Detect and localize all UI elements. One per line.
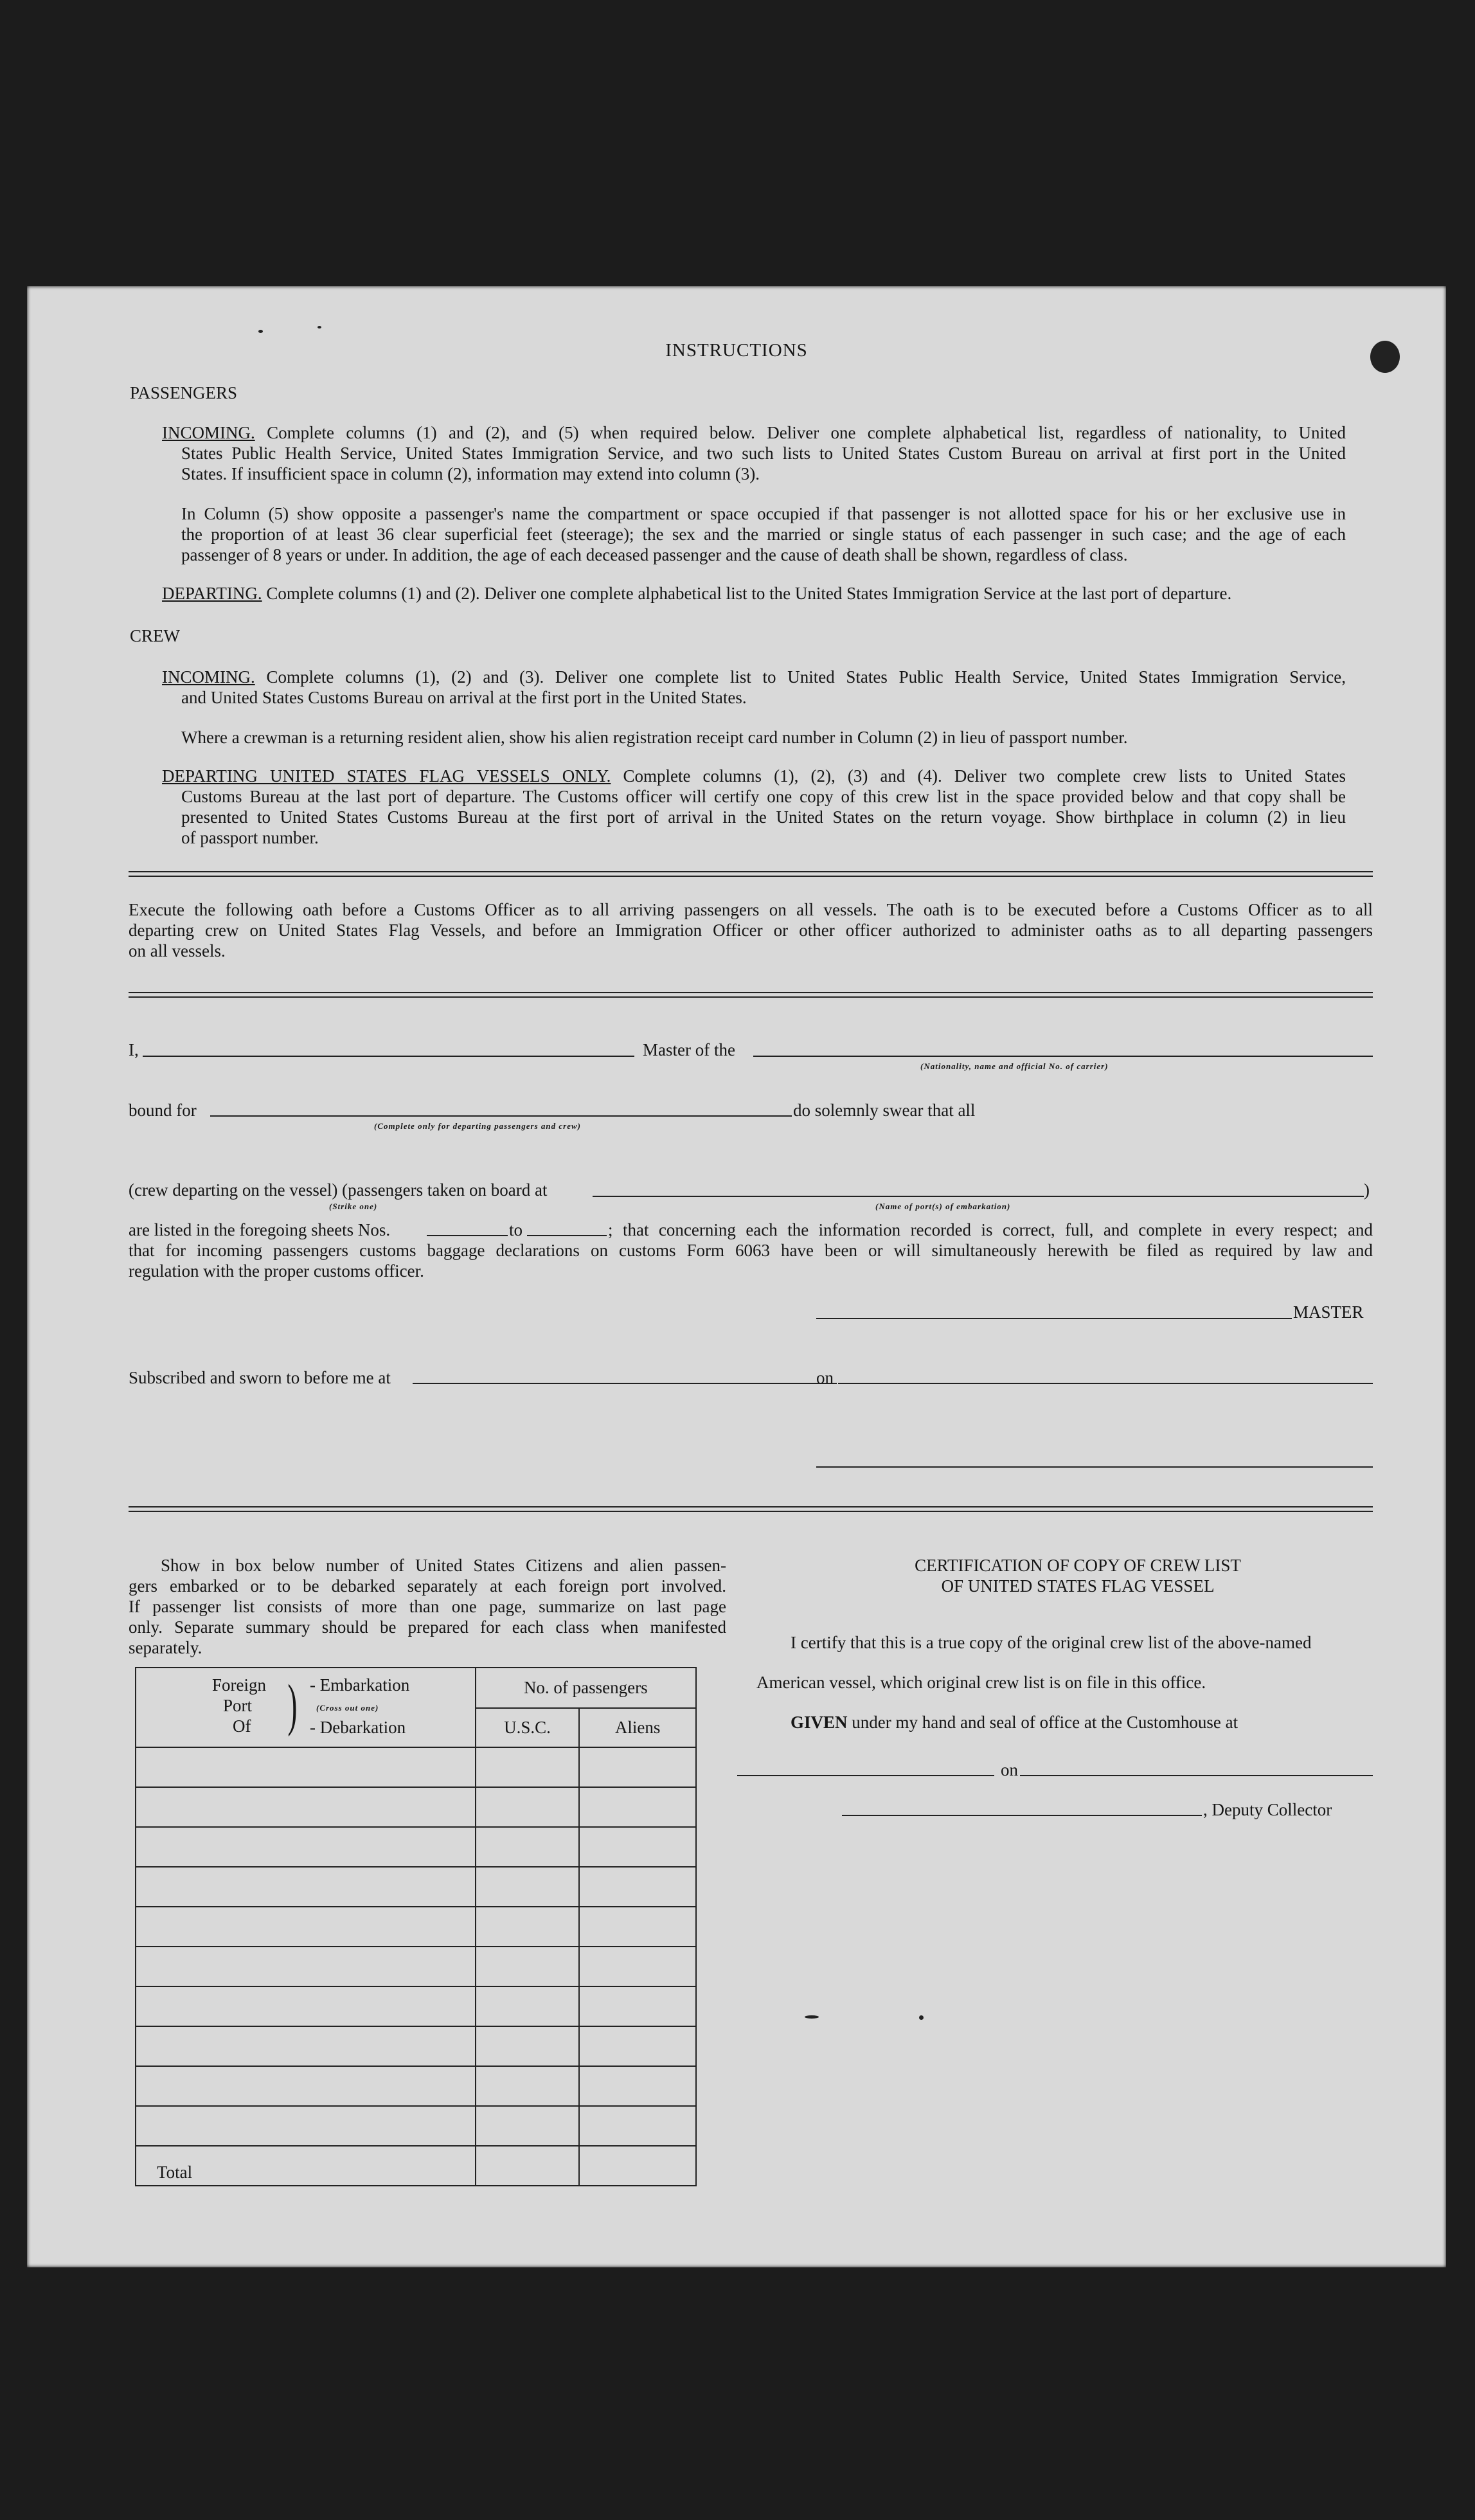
complete-only-note: (Complete only for departing passengers and crew): [374, 1121, 581, 1131]
ports-note: (Name of port(s) of embarkation): [875, 1202, 1011, 1211]
crew-departing-text: (crew departing on the vessel) (passengers taken on board at: [129, 1180, 548, 1200]
master-label: MASTER: [1293, 1302, 1364, 1322]
total-row: [136, 2146, 696, 2186]
table-row: [136, 1907, 696, 1947]
summary-line5: separately.: [129, 1638, 202, 1657]
port-cell[interactable]: [136, 2026, 476, 2066]
port-cell[interactable]: [136, 1867, 476, 1907]
oath-line3: on all vessels.: [129, 941, 226, 960]
usc-cell[interactable]: [476, 1907, 580, 1947]
aliens-total-cell[interactable]: [579, 2146, 696, 2186]
aliens-cell[interactable]: [579, 2106, 696, 2146]
table-row: [136, 2106, 696, 2146]
passengers-incoming-label: INCOMING.: [162, 423, 255, 442]
usc-cell[interactable]: [476, 1867, 580, 1907]
subscribed-place-field[interactable]: [413, 1383, 837, 1384]
aliens-cell[interactable]: [579, 1986, 696, 2026]
port-cell[interactable]: [136, 1787, 476, 1827]
crew-incoming-line1: [162, 667, 1346, 687]
customhouse-field[interactable]: [737, 1775, 994, 1776]
summary-line2: gers embarked or to be debarked separately at each foreign port involved.: [129, 1576, 726, 1596]
divider: [129, 992, 1373, 998]
oath-i-label: I,: [129, 1040, 139, 1059]
subscribed-date-field[interactable]: [838, 1383, 1373, 1384]
summary-line3: If passenger list consists of more than one page, summarize on last page: [129, 1597, 726, 1616]
table-row: [136, 1827, 696, 1867]
port-cell[interactable]: [136, 1947, 476, 1986]
crew-heading: CREW: [130, 626, 180, 645]
certification-line1: I certify that this is a true copy of the original crew list of the above-named: [791, 1633, 1312, 1652]
passengers-incoming-line2: States Public Health Service, United States Immigration Service, and two such lists to United States Custom Bureau on arrival at first port in the United: [181, 444, 1346, 463]
cross-out-note: (Cross out one): [316, 1703, 379, 1713]
certification-on-label: on: [1001, 1760, 1018, 1779]
aliens-header: Aliens: [579, 1708, 696, 1747]
listed-text-b: ; that concerning each the information recorded is correct, full, and complete in every respect; and: [608, 1220, 1373, 1239]
crew-returning-text: Where a crewman is a returning resident alien, show his alien registration receipt card number in Column (2) in lieu of passport number.: [181, 728, 1128, 747]
column5-line2: the proportion of at least 36 clear superficial feet (steerage); the sex and the married or single status of each passenger in such case; and the age of each: [181, 525, 1346, 544]
sheet-to-field[interactable]: [527, 1235, 607, 1236]
table-row: [136, 1747, 696, 1787]
port-cell[interactable]: [136, 1747, 476, 1787]
table-row: [136, 2066, 696, 2106]
crew-flag-line2: Customs Bureau at the last port of departure. The Customs officer will certify one copy of this crew list in the space provided below and that copy shall be: [181, 787, 1346, 806]
page-title: INSTRUCTIONS: [665, 340, 808, 361]
deputy-signature-field[interactable]: [842, 1815, 1202, 1816]
divider: [129, 871, 1373, 877]
speck-mark: [805, 2015, 819, 2019]
total-label: Total: [136, 2146, 476, 2186]
aliens-cell[interactable]: [579, 1787, 696, 1827]
aliens-cell[interactable]: [579, 1867, 696, 1907]
foreign-port-header: [136, 1668, 476, 1747]
usc-header: U.S.C.: [476, 1708, 580, 1747]
aliens-cell[interactable]: [579, 1827, 696, 1867]
swear-text: do solemnly swear that all: [793, 1101, 976, 1120]
column5-line1: In Column (5) show opposite a passenger's name the compartment or space occupied if that passenger is not allotted space for his or her exclusive use in: [181, 504, 1346, 523]
oath-line1: Execute the following oath before a Customs Officer as to all arriving passengers on all vessels. The oath is to be executed before a Customs Officer as to all: [129, 900, 1373, 919]
port-cell[interactable]: [136, 1827, 476, 1867]
crew-incoming-line2: and United States Customs Bureau on arrival at the first port in the United States.: [181, 688, 747, 707]
officer-signature-field[interactable]: [816, 1466, 1373, 1468]
debarkation-label: - Debarkation: [310, 1718, 406, 1737]
certification-heading-line1: CERTIFICATION OF COPY OF CREW LIST: [915, 1556, 1241, 1575]
aliens-cell[interactable]: [579, 1747, 696, 1787]
certification-line2: American vessel, which original crew list is on file in this office.: [756, 1673, 1206, 1692]
usc-cell[interactable]: [476, 2026, 580, 2066]
passengers-departing-line: [162, 583, 1346, 604]
subscribed-label: Subscribed and sworn to before me at: [129, 1368, 391, 1387]
regulation-line: regulation with the proper customs officer.: [129, 1261, 424, 1281]
passengers-incoming-line3: States. If insufficient space in column (2), information may extend into column (3).: [181, 464, 760, 483]
summary-line4: only. Separate summary should be prepared for each class when manifested: [129, 1617, 726, 1637]
no-passengers-header: No. of passengers: [476, 1668, 696, 1708]
port-label: Port: [223, 1696, 253, 1715]
speck-mark: [919, 2015, 924, 2020]
certification-date-field[interactable]: [1020, 1775, 1373, 1776]
master-signature-field[interactable]: [816, 1318, 1292, 1319]
port-cell[interactable]: [136, 1907, 476, 1947]
passenger-summary-table: [135, 1667, 697, 2186]
usc-cell[interactable]: [476, 2066, 580, 2106]
crew-flag-label: DEPARTING UNITED STATES FLAG VESSELS ONLY.: [162, 766, 611, 786]
port-cell[interactable]: [136, 1986, 476, 2026]
speck-mark: [317, 326, 321, 328]
crew-flag-text: Complete columns (1), (2), (3) and (4). Deliver two complete crew lists to United States: [623, 766, 1346, 786]
aliens-cell[interactable]: [579, 2066, 696, 2106]
given-bold: GIVEN: [791, 1713, 848, 1732]
passengers-heading: PASSENGERS: [130, 383, 238, 402]
speck-mark: [258, 330, 263, 333]
table-row: [136, 1867, 696, 1907]
of-label: Of: [233, 1716, 251, 1736]
sheet-from-field[interactable]: [427, 1235, 508, 1236]
embarkation-port-field[interactable]: [593, 1196, 1364, 1197]
bound-for-field[interactable]: [210, 1115, 792, 1117]
form-page: [27, 286, 1446, 2267]
aliens-cell[interactable]: [579, 2026, 696, 2066]
bound-for-label: bound for: [129, 1101, 197, 1120]
passengers-departing-text: Complete columns (1) and (2). Deliver one complete alphabetical list to the United States Immigration Service at the last port of departure.: [266, 584, 1232, 603]
nationality-note: (Nationality, name and official No. of carrier): [920, 1061, 1109, 1071]
table-row: [136, 2026, 696, 2066]
summary-line1: Show in box below number of United States Citizens and alien passen-: [161, 1556, 726, 1575]
table-row: [136, 1947, 696, 1986]
crew-flag-line1: [162, 766, 1346, 786]
aliens-cell[interactable]: [579, 1947, 696, 1986]
usc-cell[interactable]: [476, 1747, 580, 1787]
column5-line3: passenger of 8 years or under. In addition, the age of each deceased passenger and the cause of death shall be shown, regardless of class.: [181, 545, 1128, 564]
listed-text-a: are listed in the foregoing sheets Nos.: [129, 1220, 391, 1239]
crew-incoming-label: INCOMING.: [162, 667, 255, 687]
oath-line2: departing crew on United States Flag Vessels, and before an Immigration Officer or other officer authorized to administer oaths as to all departing passengers: [129, 921, 1373, 940]
usc-cell[interactable]: [476, 1947, 580, 1986]
master-of-label: Master of the: [643, 1040, 735, 1059]
table-row: [136, 1787, 696, 1827]
crew-incoming-text: Complete columns (1), (2) and (3). Deliver one complete list to United States Public Health Service, United States Immigration Service,: [266, 667, 1346, 687]
listed-to: to: [509, 1220, 523, 1239]
master-name-field[interactable]: [143, 1056, 634, 1057]
port-cell[interactable]: [136, 2066, 476, 2106]
usc-total-cell[interactable]: [476, 2146, 580, 2186]
usc-cell[interactable]: [476, 1827, 580, 1867]
given-rest: under my hand and seal of office at the Customhouse at: [852, 1713, 1238, 1732]
aliens-cell[interactable]: [579, 1907, 696, 1947]
usc-cell[interactable]: [476, 1986, 580, 2026]
passengers-incoming-text: Complete columns (1) and (2), and (5) when required below. Deliver one complete alphabetical list, regardless of nationality, to United: [267, 423, 1346, 442]
crew-flag-line3: presented to United States Customs Bureau at the first port of arrival in the United States on the return voyage. Show birthplace in column (2) in lieu: [181, 807, 1346, 827]
usc-cell[interactable]: [476, 1787, 580, 1827]
subscribed-on-label: on: [816, 1368, 834, 1387]
brace-mark: ): [287, 1673, 298, 1737]
certification-heading-line2: OF UNITED STATES FLAG VESSEL: [941, 1576, 1215, 1596]
table-row: [136, 1986, 696, 2026]
close-paren: ): [1364, 1180, 1370, 1200]
deputy-collector-label: , Deputy Collector: [1203, 1800, 1332, 1819]
passengers-departing-label: DEPARTING.: [162, 584, 262, 603]
embarkation-label: - Embarkation: [310, 1675, 410, 1695]
port-cell[interactable]: [136, 2106, 476, 2146]
passengers-incoming-line1: [162, 422, 1346, 443]
foreign-label: Foreign: [212, 1675, 266, 1695]
usc-cell[interactable]: [476, 2106, 580, 2146]
strike-one-note: (Strike one): [329, 1202, 378, 1211]
crew-flag-line4: of passport number.: [181, 828, 319, 847]
divider: [129, 1506, 1373, 1512]
given-line: [791, 1712, 1238, 1733]
carrier-field[interactable]: [753, 1056, 1373, 1057]
baggage-line: that for incoming passengers customs baggage declarations on customs Form 6063 have been or will simultaneously herewith be filed as required by law and: [129, 1241, 1373, 1260]
